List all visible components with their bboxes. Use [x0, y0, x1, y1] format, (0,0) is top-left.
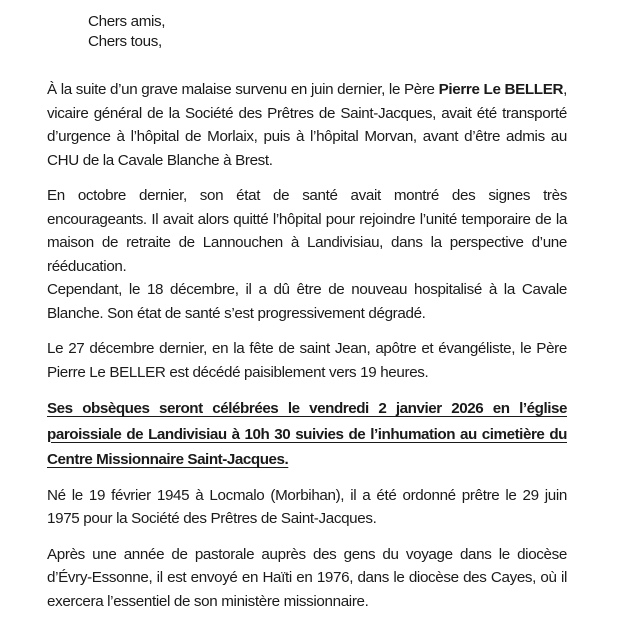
salutation-line-1: Chers amis, [88, 13, 166, 30]
funeral-announcement: Ses obsèques seront célébrées le vendredi 2 janvier 2026 en l’église paroissiale de Landivisiau à 10h 30 suivies de l’inhumation au cimetière du Centre Missionnaire Saint-Jacques. [47, 400, 567, 468]
salutation-line-2: Chers tous, [88, 33, 162, 50]
paragraph-death: Le 27 décembre dernier, en la fête de saint Jean, apôtre et évangéliste, le Père Pierre Le BELLER est décédé paisiblement vers 19 heures. [47, 340, 567, 381]
salutation [88, 12, 567, 52]
letter-document [47, 12, 567, 625]
paragraph-october: En octobre dernier, son état de santé avait montré des signes très encourageants. Il avait alors quitté l’hôpital pour rejoindre l’unité temporaire de la maison de retraite de Lannouchen à Landivisiau, dans la perspective d’une rééducation. [47, 187, 567, 275]
priest-name: Pierre Le BELLER [438, 81, 564, 98]
paragraph-intro-text: À la suite d’un grave malaise survenu en juin dernier, le Père [47, 81, 439, 98]
paragraph-birth-ordination: Né le 19 février 1945 à Locmalo (Morbihan), il a été ordonné prêtre le 29 juin 1975 pour la Société des Prêtres de Saint-Jacques. [47, 486, 567, 527]
paragraph-mission: Après une année de pastorale auprès des gens du voyage dans le diocèse d’Évry-Essonne, il est envoyé en Haïti en 1976, dans le diocèse des Cayes, où il exercera l’essentiel de son ministère missionnaire. [47, 545, 567, 610]
paragraph-hospitalization [47, 78, 567, 172]
paragraph-rest-text: , vicaire général de la Société des Prêtres de Saint-Jacques, avait été transporté d’urgence à l’hôpital de Morlaix, puis à l’hôpital Morvan, avant d’être admis au CHU de la Cavale Blanche à Brest. [47, 81, 567, 169]
paragraph-december: Cependant, le 18 décembre, il a dû être de nouveau hospitalisé à la Cavale Blanche. Son état de santé s’est progressivement dégradé. [47, 281, 567, 322]
